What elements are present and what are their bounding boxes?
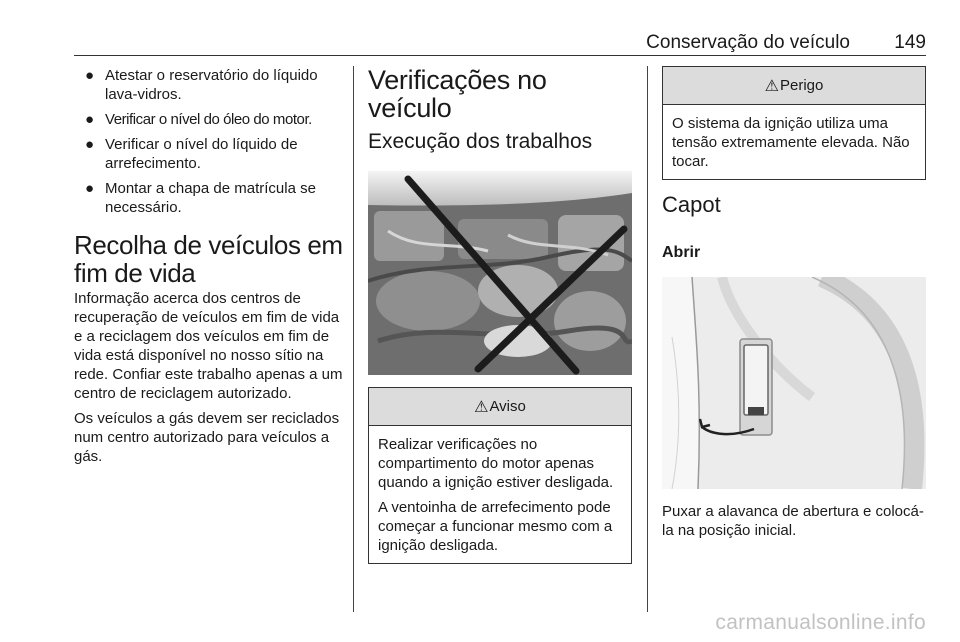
danger-box <box>662 66 926 180</box>
column-middle <box>368 66 632 564</box>
danger-text: O sistema da ignição utiliza uma tensão extremamente elevada. Não tocar. <box>672 115 910 170</box>
column-left <box>74 66 346 472</box>
sub-heading: Abrir <box>662 244 701 261</box>
watermark: carmanualsonline.info <box>715 611 926 634</box>
paragraph: Informação acerca dos centros de recuperação de veículos em fim de vida e a reciclagem dos veículos em fim de vida está disponível no nosso sítio na rede. Confiar este trabalho apenas a um centro de reciclagem autorizado. <box>74 290 343 402</box>
bullet-icon: ● <box>85 180 95 197</box>
bullet-icon: ● <box>85 111 94 128</box>
section-heading: Capot <box>662 192 721 217</box>
warning-title: Aviso <box>489 398 526 415</box>
warning-text: A ventoinha de arrefecimento pode começar a funcionar mesmo com a ignição desligada. <box>378 499 613 554</box>
list-item: ● Verificar o nível do líquido de arrefecimento. <box>85 136 298 172</box>
engine-bay-photo <box>368 171 632 375</box>
chapter-title: Conservação do veículo <box>646 32 850 53</box>
warning-box <box>368 387 632 564</box>
bullet-icon: ● <box>85 67 95 84</box>
column-right <box>662 66 926 540</box>
list-item: ● Atestar o reservatório do líquido lava-vidros. <box>85 67 318 103</box>
bullet-icon: ● <box>85 136 95 153</box>
caption: Puxar a alavanca de abertura e colocá-la na posição inicial. <box>662 503 924 539</box>
danger-body <box>663 105 925 179</box>
warning-triangle-icon: ⚠ <box>474 398 489 416</box>
page-number: 149 <box>894 32 926 53</box>
list-item: ● Verificar o nível do óleo do motor. <box>85 111 312 128</box>
hood-release-lever-illustration <box>662 277 926 489</box>
list-item: ● Montar a chapa de matrícula se necessário. <box>85 180 316 216</box>
warning-box-header <box>369 388 631 426</box>
column-divider <box>353 66 354 612</box>
warning-body <box>369 426 631 563</box>
header-rule <box>74 55 926 56</box>
danger-box-header <box>663 67 925 105</box>
checklist <box>74 66 346 217</box>
section-heading: Verificações no veículo <box>368 65 547 123</box>
warning-text: Realizar verificações no compartimento do motor apenas quando a ignição estiver desligada. <box>378 436 614 491</box>
paragraph: Os veículos a gás devem ser reciclados num centro autorizado para veículos a gás. <box>74 410 340 465</box>
warning-triangle-icon: ⚠ <box>764 77 779 95</box>
danger-title: Perigo <box>779 77 824 94</box>
sub-heading: Execução dos trabalhos <box>368 130 593 153</box>
column-divider <box>647 66 648 612</box>
section-heading: Recolha de veículos em fim de vida <box>74 230 343 288</box>
